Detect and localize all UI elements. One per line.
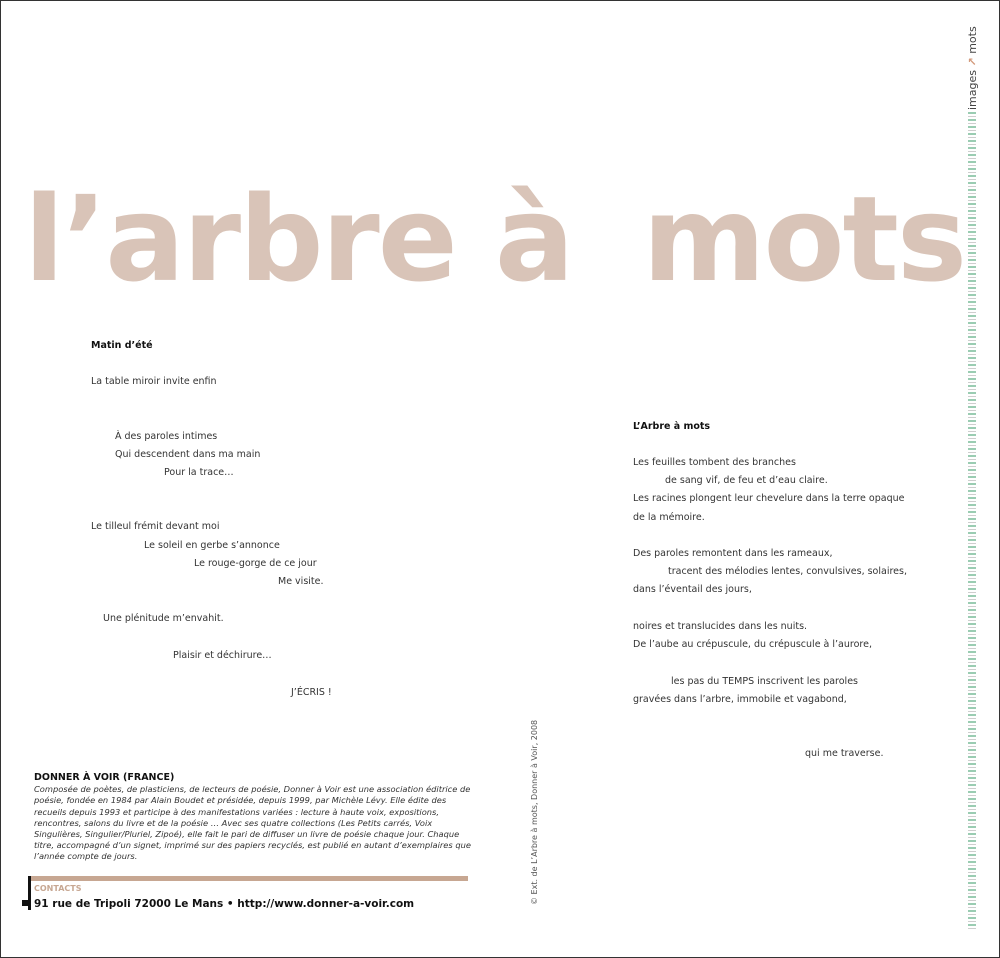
decorative-letter-strip <box>968 112 976 930</box>
poem-line: Le rouge-gorge de ce jour <box>194 558 317 569</box>
brand-word-images: images <box>966 70 979 110</box>
poem-line: qui me traverse. <box>805 748 884 759</box>
bullet-square-icon <box>22 900 28 906</box>
title-word-2: mots <box>642 170 966 308</box>
poem-line: J’ÉCRIS ! <box>291 687 332 698</box>
brand-word-mots: mots <box>966 26 979 54</box>
poem-line: noires et translucides dans les nuits. <box>633 621 808 632</box>
poem-line: dans l’éventail des jours, <box>633 584 752 595</box>
poem-line: Une plénitude m’envahit. <box>103 613 224 624</box>
poem-line: La table miroir invite enfin <box>91 376 217 387</box>
copyright-credit: © Ext. de L’Arbre à mots, Donner à Voir, 2008 <box>530 719 539 905</box>
poem-line: Le soleil en gerbe s’annonce <box>144 540 280 551</box>
brand-logo <box>966 26 979 110</box>
poem-line: Le tilleul frémit devant moi <box>91 521 220 532</box>
poem-line: les pas du TEMPS inscrivent les paroles <box>671 676 858 687</box>
publisher-heading: DONNER À VOIR (FRANCE) <box>34 772 175 783</box>
poem-line: À des paroles intimes <box>115 431 218 442</box>
publisher-info <box>34 772 474 863</box>
poem-right-title: L’Arbre à mots <box>633 421 711 432</box>
brand-mark-icon: ↗ <box>966 57 979 67</box>
poem-left-title: Matin d’été <box>91 340 153 351</box>
contact-address <box>22 898 414 910</box>
publisher-description: Composée de poètes, de plasticiens, de lecteurs de poésie, Donner à Voir est une association éditrice de poésie, fondée en 1984 par Alain Boudet et présidée, depuis 1999, par Michèle Lévy. Elle édite des recueils depuis 1993 et participe à des manifestations variées : lecture à haute voix, expositions, rencontres, salons du livre et de la poésie … Avec ses quatre collections (Les Petits carrés, Voix Singulières, Singulier/Pluriel, Zipoé), elle fait le pari de diffuser un livre de poésie chaque jour. Chaque titre, accompagné d’un signet, imprimé sur des papiers recyclés, est publié en autant d’exemplaires que l’année compte de jours. <box>34 784 472 862</box>
poem-line: Me visite. <box>278 576 324 587</box>
contacts-divider <box>28 876 468 881</box>
poem-line: Des paroles remontent dans les rameaux, <box>633 548 833 559</box>
title-word-1: l’arbre à <box>24 170 573 308</box>
page-title <box>24 170 966 308</box>
poem-line: tracent des mélodies lentes, convulsives, solaires, <box>668 566 907 577</box>
contacts-label: CONTACTS <box>34 884 82 893</box>
poem-line: gravées dans l’arbre, immobile et vagabond, <box>633 694 847 705</box>
poem-line: de sang vif, de feu et d’eau claire. <box>665 475 828 486</box>
poem-line: Pour la trace… <box>164 467 234 478</box>
poem-line: de la mémoire. <box>633 512 705 523</box>
address-text[interactable]: 91 rue de Tripoli 72000 Le Mans • http://www.donner-a-voir.com <box>34 898 415 910</box>
poem-line: Les racines plongent leur chevelure dans la terre opaque <box>633 493 905 504</box>
poem-line: Les feuilles tombent des branches <box>633 457 796 468</box>
poem-line: Plaisir et déchirure… <box>173 650 272 661</box>
poem-line: Qui descendent dans ma main <box>115 449 261 460</box>
poem-line: De l’aube au crépuscule, du crépuscule à l’aurore, <box>633 639 872 650</box>
